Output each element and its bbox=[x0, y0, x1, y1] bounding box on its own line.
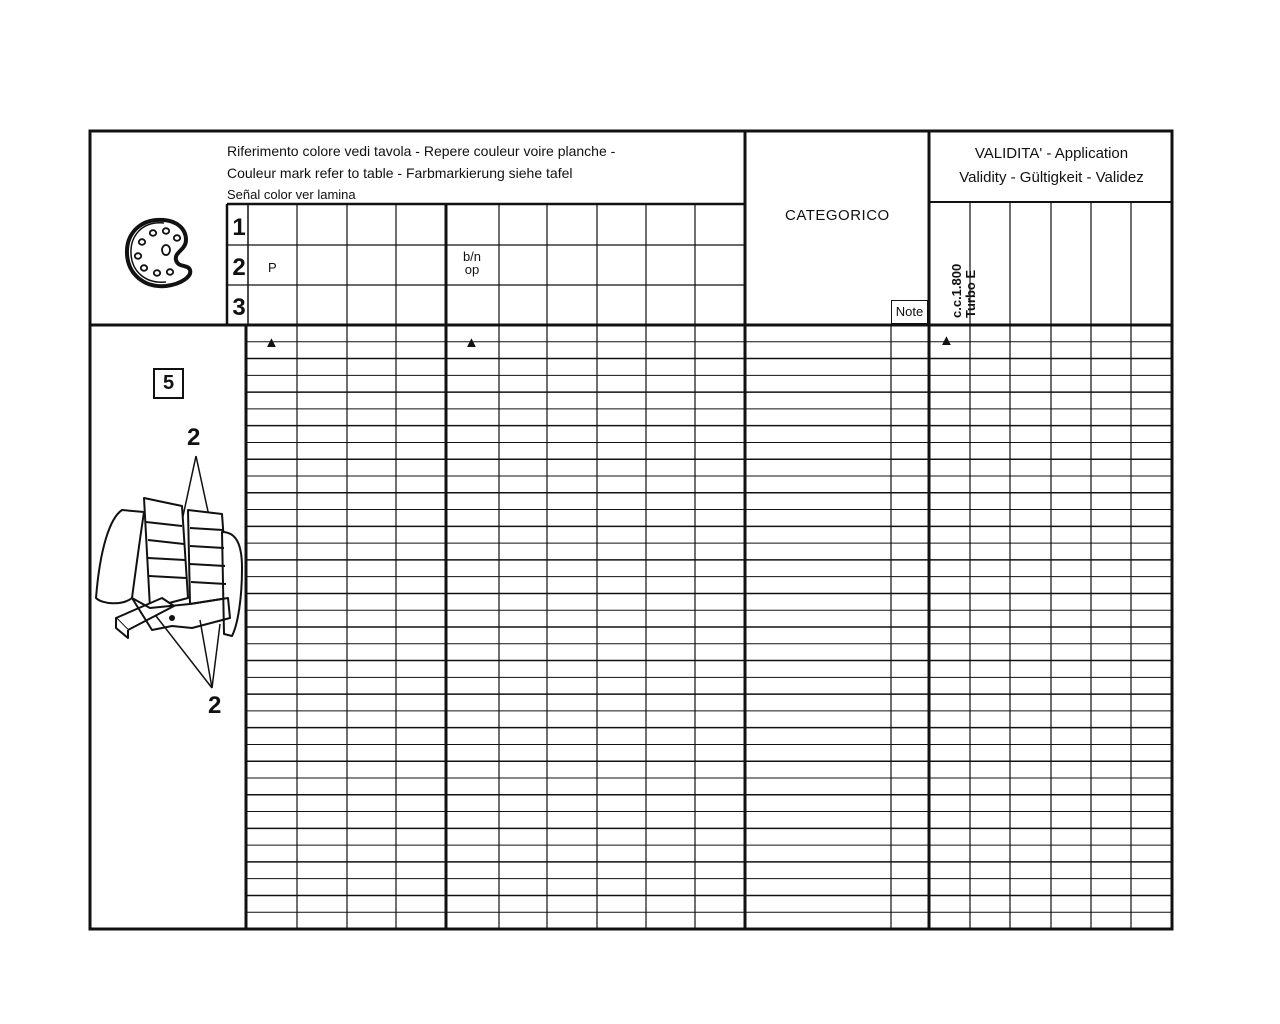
group-number-box: 5 bbox=[153, 368, 184, 399]
row-number-1: 1 bbox=[232, 214, 246, 241]
color-ref-line-2: Couleur mark refer to table - Farbmarkierung siehe tafel bbox=[227, 165, 573, 181]
model-column-label-text: c.c.1.800 Turbo E bbox=[949, 263, 978, 318]
row2-col5-mark-line1: b/n bbox=[462, 249, 482, 264]
row2-col1-mark: P bbox=[268, 260, 277, 275]
validity-subtitle: Validity - Gültigkeit - Validez bbox=[959, 169, 1144, 186]
color-ref-line-1: Riferimento colore vedi tavola - Repere couleur voire planche - bbox=[227, 143, 616, 159]
categorico-label: CATEGORICO bbox=[785, 207, 890, 224]
color-ref-line-3: Señal color ver lamina bbox=[227, 187, 356, 202]
row-number-3: 3 bbox=[232, 294, 246, 321]
callout-bottom: 2 bbox=[208, 692, 222, 719]
row-marker-col5: ▲ bbox=[464, 334, 479, 351]
validity-title: VALIDITA' - Application bbox=[974, 145, 1129, 162]
rear-seat-diagram bbox=[92, 448, 246, 694]
color-reference-text bbox=[227, 140, 615, 206]
note-label: Note bbox=[891, 300, 928, 324]
row2-col5-mark-line2: op bbox=[464, 262, 480, 277]
model-column-label bbox=[950, 228, 978, 318]
row-marker-validity: ▲ bbox=[939, 332, 954, 349]
callout-top: 2 bbox=[187, 424, 201, 451]
row-number-2: 2 bbox=[232, 254, 246, 281]
row-marker-col1: ▲ bbox=[264, 334, 279, 351]
row2-col5-mark bbox=[461, 250, 483, 276]
paint-palette-icon bbox=[120, 214, 200, 292]
